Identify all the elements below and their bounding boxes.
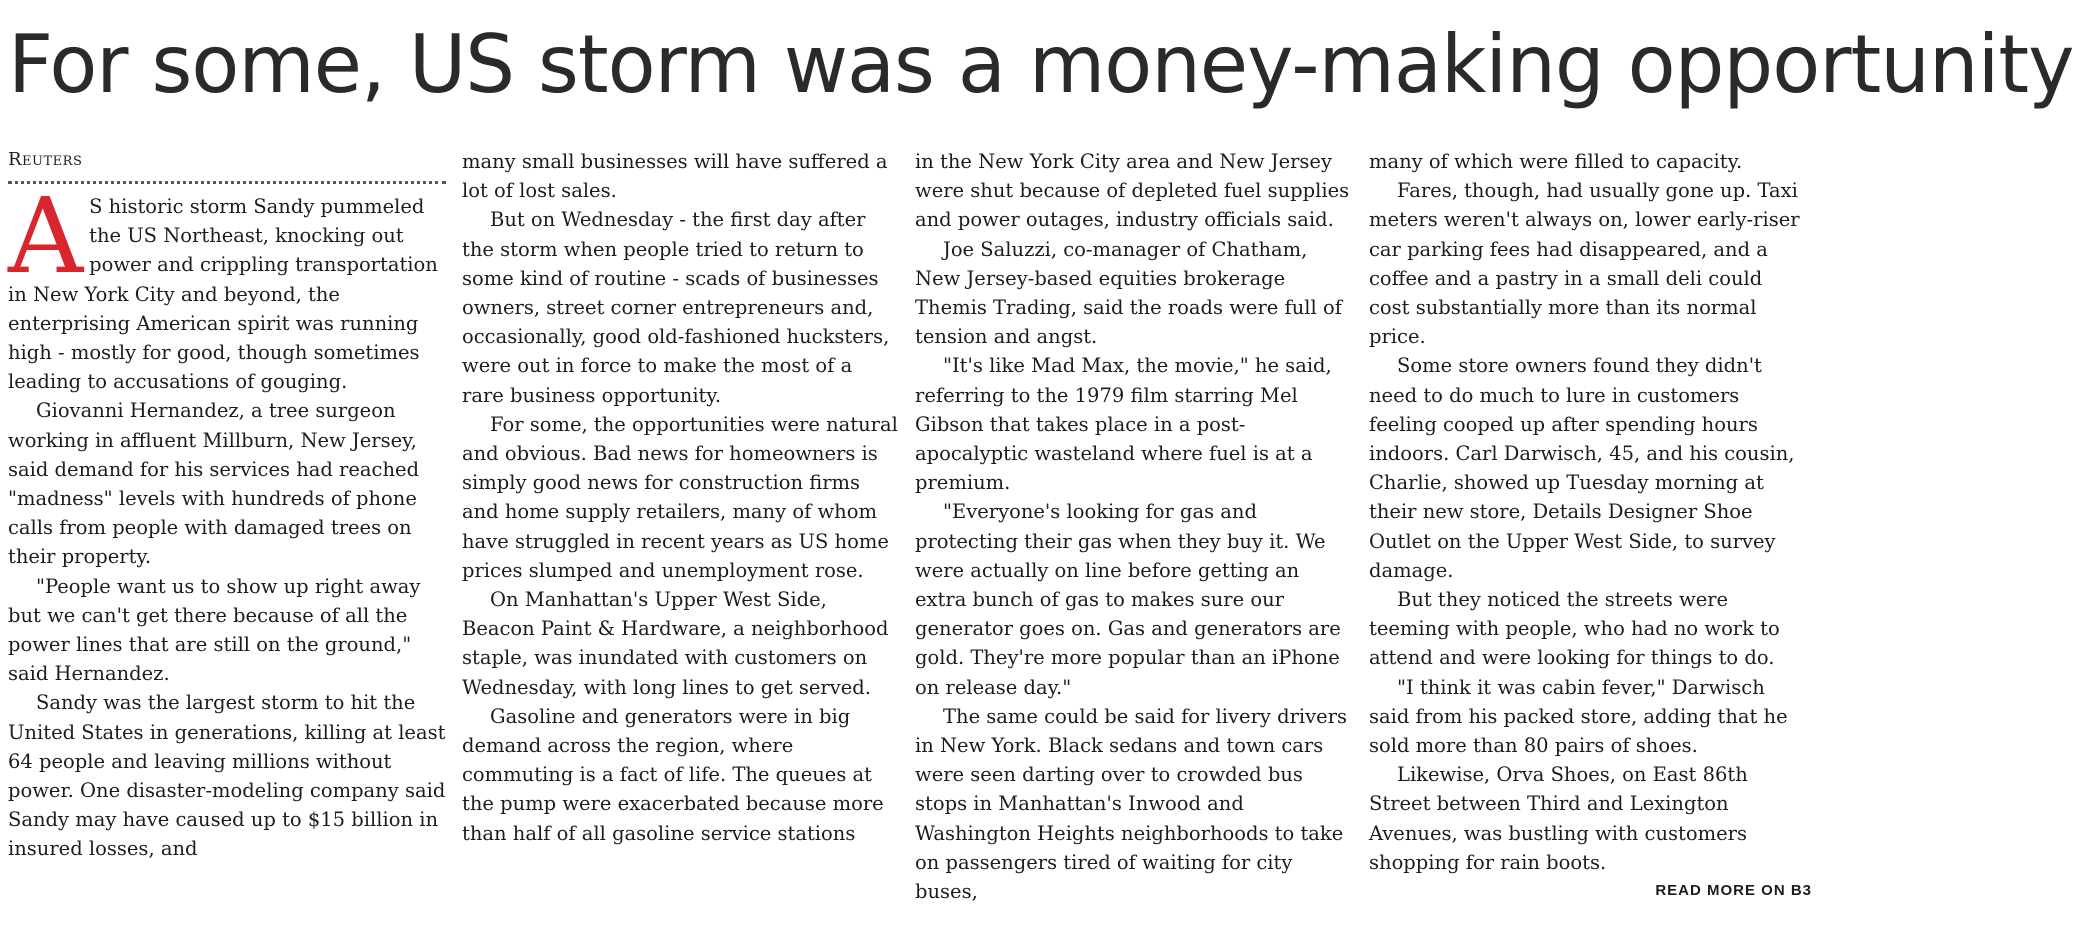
article-paragraph: "Everyone's looking for gas and protecting their gas when they buy it. We were actually on line before getting an extra bunch of gas to makes sure our generator goes on. Gas and generators are gold. They're more popular than an iPhone on release day."	[915, 500, 1341, 699]
article-paragraph: Fares, though, had usually gone up. Taxi meters weren't always on, lower early-riser car parking fees had disappeared, and a coffee and a pastry in a small deli could cost substantially more than its normal price.	[1369, 179, 1800, 349]
article-paragraph	[8, 175, 446, 396]
article-column-3	[915, 147, 1353, 906]
article-paragraph: Likewise, Orva Shoes, on East 86th Street between Third and Lexington Avenues, was bustling with customers shopping for rain boots.	[1369, 763, 1748, 874]
article-paragraph: But they noticed the streets were teeming with people, who had no work to attend and were looking for things to do.	[1369, 588, 1780, 670]
article-paragraph: Sandy was the largest storm to hit the United States in generations, killing at least 64 people and leaving millions without power. One disaster-modeling company said Sandy may have caused up to $15 billion in insured losses, and	[8, 691, 446, 861]
headline: For some, US storm was a money-making opportunity	[8, 18, 2074, 111]
article-paragraph: The same could be said for livery drivers in New York. Black sedans and town cars were seen darting over to crowded bus stops in Manhattan's Inwood and Washington Heights neighborhoods to take on passengers tired of waiting for city buses,	[915, 704, 1348, 904]
article-paragraph: Gasoline and generators were in big demand across the region, where commuting is a fact of life. The queues at the pump were exacerbated because more than half of all gasoline service stations	[462, 704, 884, 845]
article-body	[8, 147, 1814, 929]
read-more-link[interactable]: READ MORE ON B3	[1655, 882, 1812, 899]
article-paragraph: "People want us to show up right away but we can't get there because of all the power lines that are still on the ground," said Hernandez.	[8, 574, 421, 686]
article-paragraph: But on Wednesday - the first day after the storm when people tried to return to some kind of routine - scads of businesses owners, street corner entrepreneurs and, occasionally, good old-fashioned hucksters, were out in force to make the most of a rare business opportunity.	[462, 208, 890, 407]
article-paragraph: Some store owners found they didn't need to do much to lure in customers feeling cooped up after spending hours indoors. Carl Darwisch, 45, and his cousin, Charlie, showed up Tuesday morning at their new store, Details Designer Shoe Outlet on the Upper West Side, to survey damage.	[1369, 354, 1795, 582]
article-paragraph: On Manhattan's Upper West Side, Beacon Paint & Hardware, a neighborhood staple, was inundated with customers on Wednesday, with long lines to get served.	[462, 588, 889, 699]
article-column-2	[462, 147, 900, 848]
byline: Reuters	[8, 149, 83, 170]
article-paragraph: For some, the opportunities were natural and obvious. Bad news for homeowners is simply good news for construction firms and home supply retailers, many of whom have struggled in recent years as US home prices slumped and unemployment rose.	[462, 412, 898, 582]
drop-cap: A	[8, 175, 84, 297]
article-column-4	[1369, 147, 1807, 877]
article-paragraph: many small businesses will have suffered a lot of lost sales.	[462, 150, 888, 203]
article-paragraph: in the New York City area and New Jersey were shut because of depleted fuel supplies and power outages, industry officials said.	[915, 150, 1350, 232]
article-paragraph: Joe Saluzzi, co-manager of Chatham, New Jersey-based equities brokerage Themis Trading, said the roads were full of tension and angst.	[915, 237, 1342, 349]
article-paragraph: many of which were filled to capacity.	[1369, 150, 1743, 173]
paragraph-text: S historic storm Sandy pummeled the US Northeast, knocking out power and crippling transportation in New York City and beyond, the enterprising American spirit was running high - mostly for good, though sometimes leading to accusations of gouging.	[8, 195, 438, 394]
article-column-1	[8, 147, 446, 864]
article-paragraph: "I think it was cabin fever," Darwisch said from his packed store, adding that he sold more than 80 pairs of shoes.	[1369, 675, 1788, 758]
article-paragraph: "It's like Mad Max, the movie," he said, referring to the 1979 film starring Mel Gibson that takes place in a post-apocalyptic wasteland where fuel is at a premium.	[915, 354, 1332, 495]
article-paragraph: Giovanni Hernandez, a tree surgeon working in affluent Millburn, New Jersey, said demand for his services had reached "madness" levels with hundreds of phone calls from people with damaged trees on their property.	[8, 399, 420, 569]
